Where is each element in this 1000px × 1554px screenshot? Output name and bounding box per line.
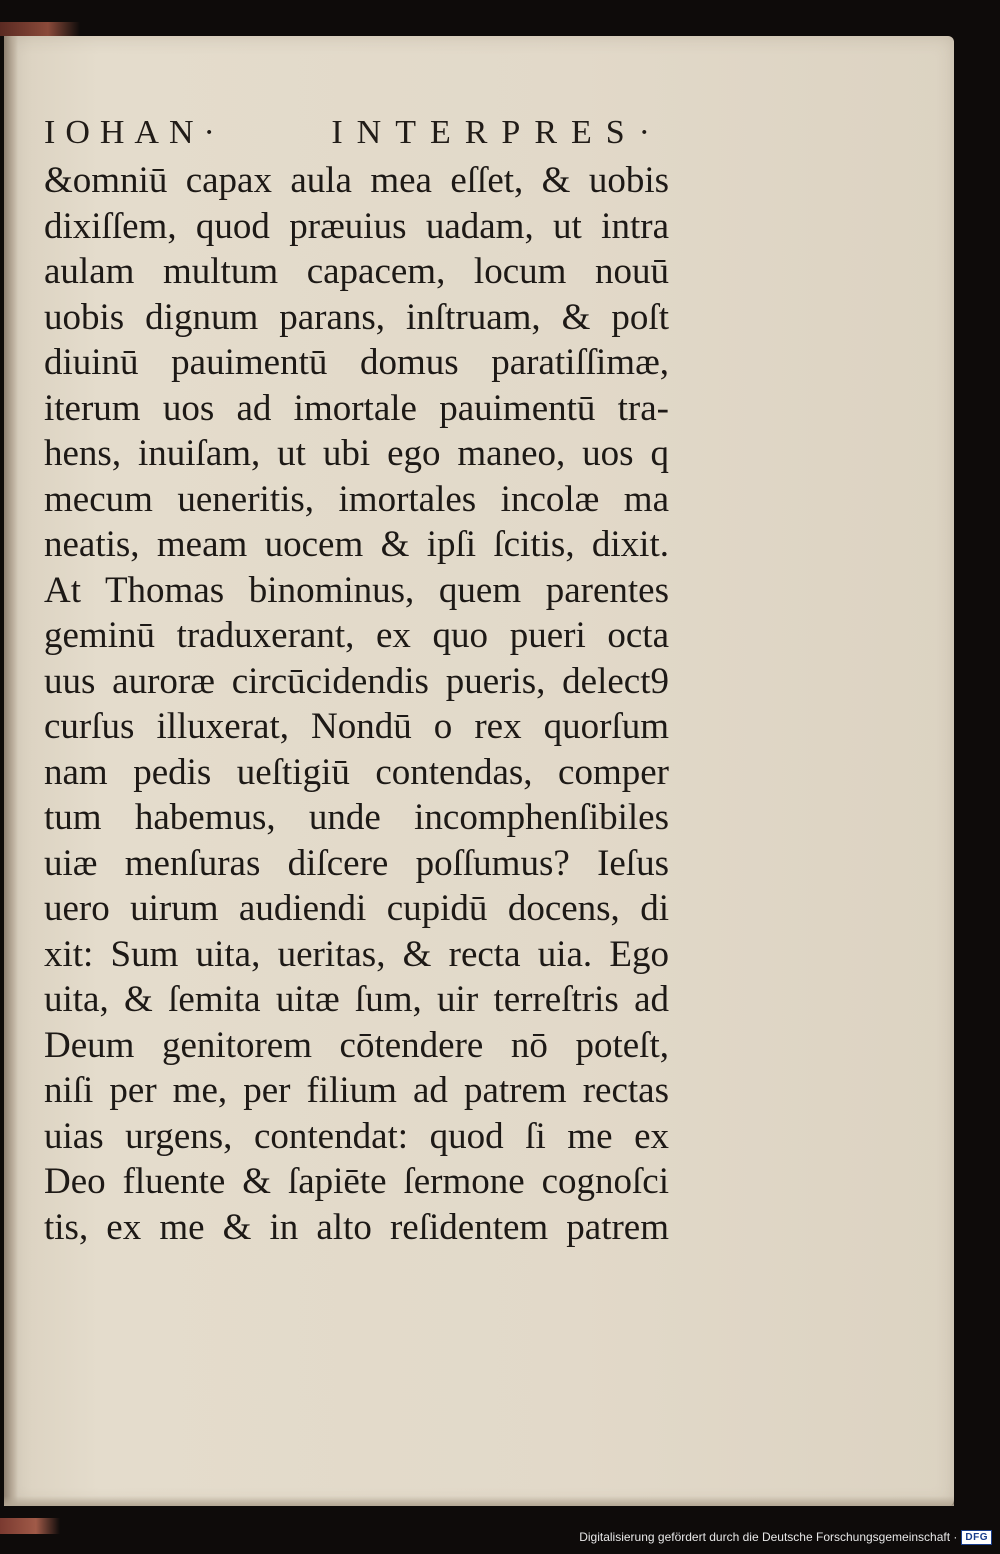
text-line: At Thomas binominus, quem parentes	[44, 569, 669, 611]
text-line: Deo fluente & ſapiēte ſermone cognoſci	[44, 1161, 669, 1202]
text-line: Deum genitorem cōtendere nō poteſt,	[44, 1024, 669, 1066]
text-line: uiæ menſuras diſcere poſſumus? Ieſus	[44, 842, 669, 884]
digitization-credit	[579, 1526, 992, 1548]
text-line: uero uirum audiendi cupidū docens, di	[44, 888, 669, 929]
text-line: iterum uos ad imortale pauimentū tra-	[44, 387, 669, 429]
page-bottom-edge	[4, 1496, 954, 1506]
text-line: hens, inuiſam, ut ubi ego maneo, uos q	[44, 433, 669, 474]
text-line: neatis, meam uocem & ipſi ſcitis, dixit.	[44, 524, 669, 565]
text-line: dixiſſem, quod præuius uadam, ut intra	[44, 205, 669, 247]
page-edge-bottom	[0, 1518, 60, 1534]
credit-text: Digitalisierung gefördert durch die Deutsche Forschungsgemeinschaft ·	[579, 1530, 958, 1544]
text-line: diuinū pauimentū domus paratiſſimæ,	[44, 342, 669, 383]
text-line: &omniū capax aula mea eſſet, & uobis	[44, 160, 669, 201]
text-line: tis, ex me & in alto reſidentem patrem	[44, 1206, 669, 1248]
running-header-left: IOHAN·	[44, 114, 225, 151]
text-line: geminū traduxerant, ex quo pueri octa	[44, 615, 669, 656]
text-line: curſus illuxerat, Nondū o rex quorſum	[44, 706, 669, 747]
running-header-right: INTERPRES·	[331, 114, 664, 151]
dfg-logo-icon: DFG	[961, 1530, 992, 1545]
text-line: uias urgens, contendat: quod ſi me ex	[44, 1115, 669, 1157]
body-text	[44, 158, 669, 1250]
text-line: mecum ueneritis, imortales incolæ ma	[44, 478, 669, 520]
page-spine-shadow	[4, 36, 18, 1506]
text-line: xit: Sum uita, ueritas, & recta uia. Ego	[44, 933, 669, 975]
book-page	[4, 36, 954, 1506]
text-line: uita, & ſemita uitæ ſum, uir terreſtris ad	[44, 979, 669, 1020]
page-edge-top	[0, 22, 80, 36]
text-line: tum habemus, unde incomphenſibiles	[44, 797, 669, 838]
running-header	[44, 108, 664, 158]
text-line: uus auroræ circūcidendis pueris, delect9	[44, 660, 669, 702]
text-line: nam pedis ueſtigiū contendas, comper	[44, 751, 669, 793]
text-line: niſi per me, per filium ad patrem rectas	[44, 1070, 669, 1111]
text-line: aulam multum capacem, locum nouū	[44, 251, 669, 292]
text-line: uobis dignum parans, inſtruam, & poſt	[44, 296, 669, 338]
